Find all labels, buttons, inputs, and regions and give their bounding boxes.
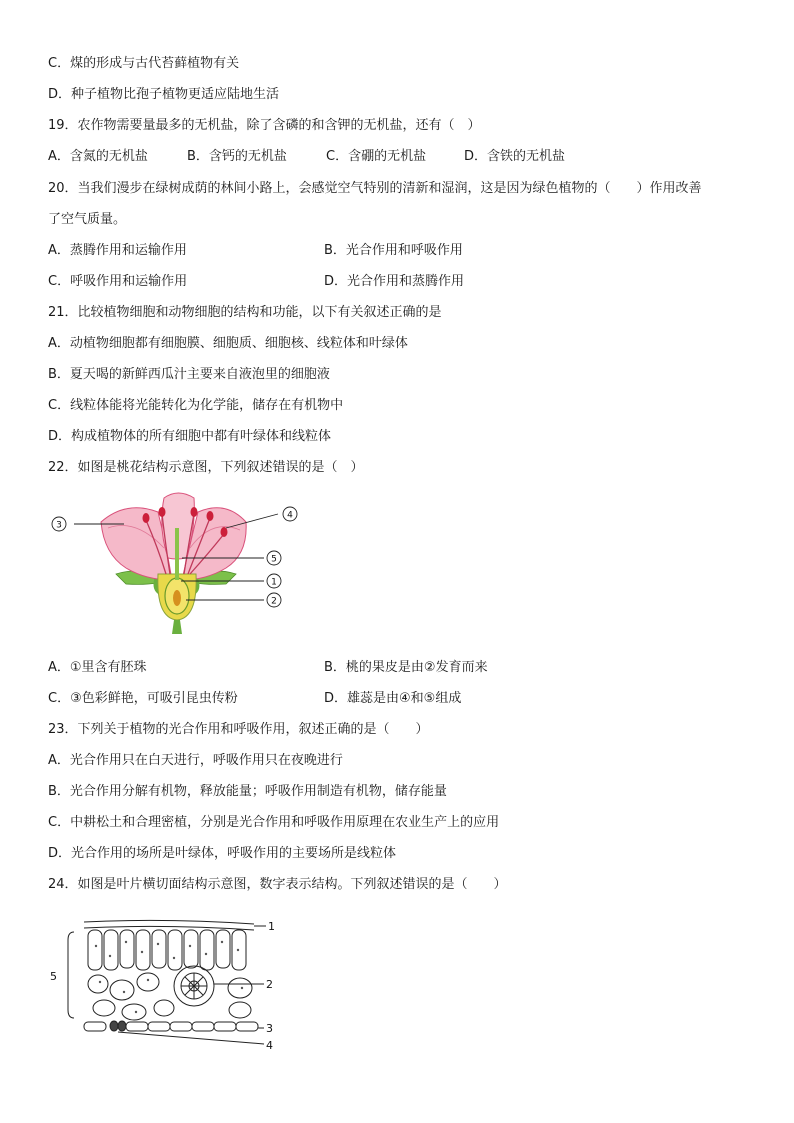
leaf-label-2: 2 bbox=[266, 978, 273, 991]
flower-label-1-text: 1 bbox=[271, 577, 277, 588]
q23-option-c: C．中耕松土和合理密植，分别是光合作用和呼吸作用原理在农业生产上的应用 bbox=[48, 815, 500, 830]
q20-option-c: C．呼吸作用和运输作用 bbox=[48, 274, 188, 289]
q19-option-a: A．含氮的无机盐 bbox=[48, 149, 148, 164]
question-20-line-1: 20．当我们漫步在绿树成荫的林间小路上，会感觉空气特别的清新和湿润，这是因为绿色植物的（ ）作用改善 bbox=[48, 181, 702, 196]
q23-option-a: A．光合作用只在白天进行，呼吸作用只在夜晚进行 bbox=[48, 753, 343, 768]
q21-option-b: B．夏天喝的新鲜西瓜汁主要来自液泡里的细胞液 bbox=[48, 367, 330, 382]
flower-label-3-text: 3 bbox=[56, 520, 62, 531]
q21-option-d: D．构成植物体的所有细胞中都有叶绿体和线粒体 bbox=[48, 429, 332, 444]
q22-option-b: B．桃的果皮是由②发育而来 bbox=[324, 660, 488, 675]
q20-option-d: D．光合作用和蒸腾作用 bbox=[324, 274, 465, 289]
leaf-label-1: 1 bbox=[268, 920, 275, 933]
q21-option-a: A．动植物细胞都有细胞膜、细胞质、细胞核、线粒体和叶绿体 bbox=[48, 336, 408, 351]
leaf-cross-section-diagram bbox=[44, 916, 284, 1056]
q19-option-d: D．含铁的无机盐 bbox=[464, 149, 566, 164]
q19-option-b: B．含钙的无机盐 bbox=[187, 149, 287, 164]
leaf-label-5: 5 bbox=[50, 970, 57, 983]
question-24: 24．如图是叶片横切面结构示意图，数字表示结构。下列叙述错误的是（ ） bbox=[48, 877, 507, 892]
q23-option-b: B．光合作用分解有机物，释放能量；呼吸作用制造有机物，储存能量 bbox=[48, 784, 447, 799]
leaf-label-3: 3 bbox=[266, 1022, 273, 1035]
question-23: 23．下列关于植物的光合作用和呼吸作用，叙述正确的是（ ） bbox=[48, 722, 429, 737]
question-21: 21．比较植物细胞和动物细胞的结构和功能，以下有关叙述正确的是 bbox=[48, 305, 442, 320]
q22-option-c: C．③色彩鲜艳，可吸引昆虫传粉 bbox=[48, 691, 238, 706]
question-20-line-2: 了空气质量。 bbox=[48, 212, 127, 227]
peach-flower-diagram bbox=[46, 488, 306, 638]
q20-option-b: B．光合作用和呼吸作用 bbox=[324, 243, 463, 258]
leaf-label-4: 4 bbox=[266, 1039, 273, 1052]
flower-label-2-text: 2 bbox=[271, 596, 277, 607]
q20-option-a: A．蒸腾作用和运输作用 bbox=[48, 243, 187, 258]
question-19: 19．农作物需要量最多的无机盐，除了含磷的和含钾的无机盐，还有（ ） bbox=[48, 118, 481, 133]
option-d-prev: D．种子植物比孢子植物更适应陆地生活 bbox=[48, 87, 280, 102]
flower-label-5-text: 5 bbox=[271, 554, 277, 565]
q23-option-d: D．光合作用的场所是叶绿体，呼吸作用的主要场所是线粒体 bbox=[48, 846, 397, 861]
q22-option-a: A．①里含有胚珠 bbox=[48, 660, 147, 675]
option-c-prev: C．煤的形成与古代苔藓植物有关 bbox=[48, 56, 240, 71]
flower-label-4-text: 4 bbox=[287, 510, 293, 521]
q21-option-c: C．线粒体能将光能转化为化学能，储存在有机物中 bbox=[48, 398, 344, 413]
question-22: 22．如图是桃花结构示意图，下列叙述错误的是（ ） bbox=[48, 460, 364, 475]
q19-option-c: C．含硼的无机盐 bbox=[326, 149, 427, 164]
q22-option-d: D．雄蕊是由④和⑤组成 bbox=[324, 691, 462, 706]
